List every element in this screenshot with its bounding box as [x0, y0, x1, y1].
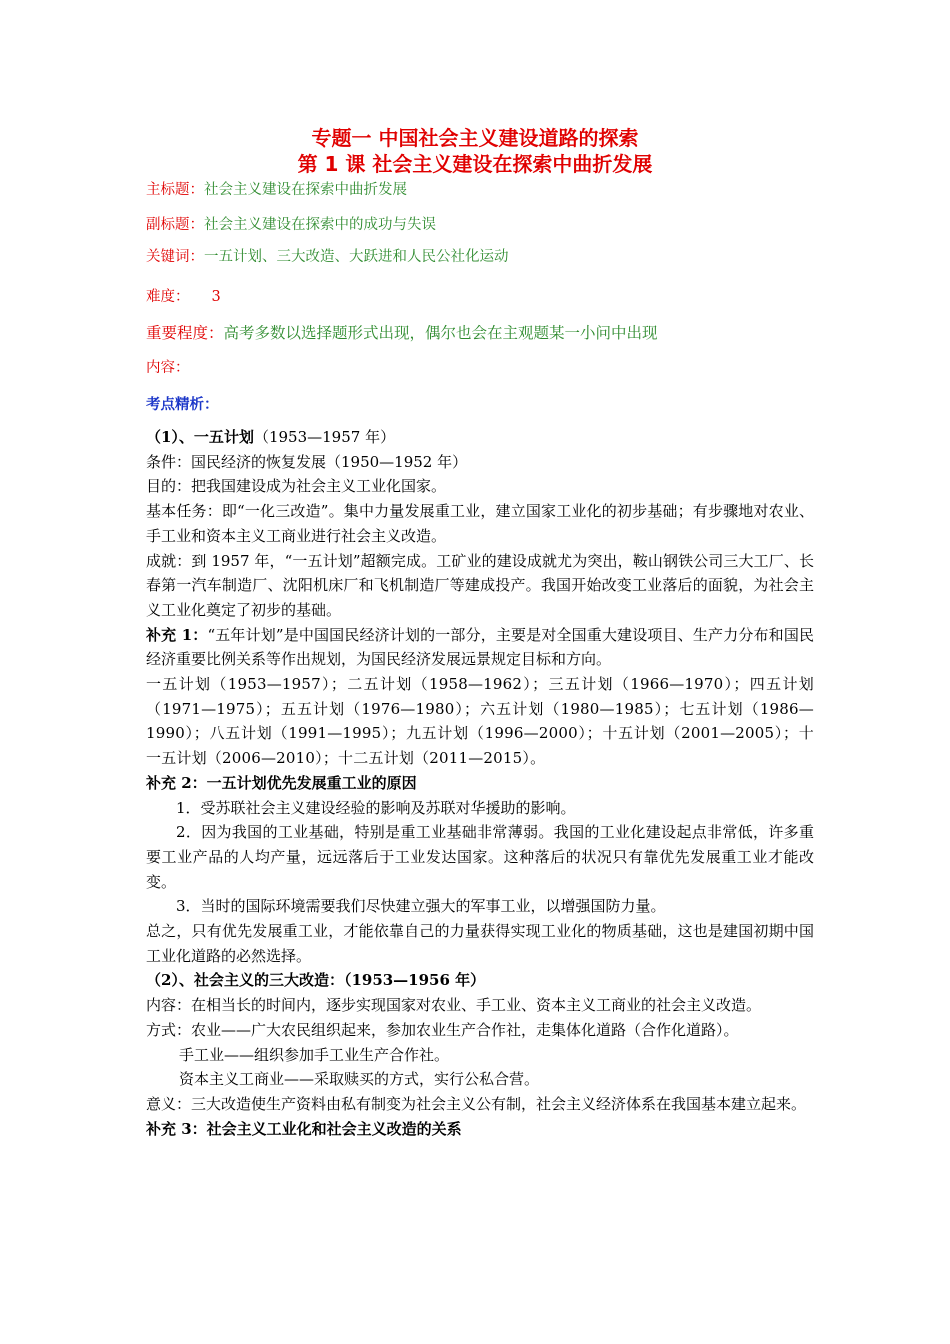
section1-goal: 目的：把我国建设成为社会主义工业化国家。	[146, 477, 447, 496]
section2-method: 方式：农业——广大农民组织起来，参加农业生产合作社，走集体化道路（合作化道路）。	[146, 1020, 739, 1039]
main-title-row	[146, 178, 407, 199]
supplement2-point2: 2．因为我国的工业基础，特别是重工业基础非常薄弱。我国的工业化建设起点非常低，许多重要工业产品的人均产量，远远落后于工业发达国家。这种落后的状况只有靠优先发展重工业才能改变。	[146, 823, 814, 891]
section2-heading: （2）、社会主义的三大改造：（1953—1956 年）	[146, 971, 486, 990]
keywords-row	[146, 245, 509, 266]
section1-heading-bold: （1）、一五计划	[146, 428, 254, 446]
importance-row	[146, 321, 658, 343]
sub-title-key: 副标题：	[146, 217, 204, 233]
content-key: 内容：	[146, 360, 190, 376]
lesson-title: 第 1 课 社会主义建设在探索中曲折发展	[297, 152, 653, 176]
supplement1	[146, 623, 814, 672]
sub-title-row	[146, 213, 436, 234]
keywords-value: 一五计划、三大改造、大跃进和人民公社化运动	[204, 249, 509, 265]
section-heading: 考点精析：	[146, 396, 219, 413]
sub-title-value: 社会主义建设在探索中的成功与失误	[204, 217, 436, 233]
difficulty-key: 难度：	[146, 289, 190, 305]
difficulty-value: 3	[211, 289, 221, 305]
section2-meaning: 意义：三大改造使生产资料由私有制变为社会主义公有制，社会主义经济体系在我国基本建立起来。	[146, 1094, 807, 1113]
content-row	[146, 356, 190, 377]
keywords-key: 关键词：	[146, 249, 204, 265]
section2-content: 内容：在相当长的时间内，逐步实现国家对农业、手工业、资本主义工商业的社会主义改造。	[146, 996, 762, 1015]
section1-achievement: 成就：到 1957 年，“一五计划”超额完成。工矿业的建设成就尤为突出，鞍山钢铁公司三大工厂、长春第一汽车制造厂、沈阳机床厂和飞机制造厂等建成投产。我国开始改变工业落后的面貌，为社会主义工业化奠定了初步的基础。	[146, 551, 814, 619]
importance-key: 重要程度：	[146, 324, 224, 342]
difficulty-row	[146, 285, 221, 306]
section1-heading-years: （1953—1957 年）	[253, 428, 396, 446]
five-year-plans-list: 一五计划（1953—1957）；二五计划（1958—1962）；三五计划（1966—1970）；四五计划（1971—1975）；五五计划（1976—1980）；六五计划（1980—1985）；七五计划（1986—1990）；八五计划（1991—1995）；九五计划（1996—2000）；十五计划（2001—2005）；十一五计划（2006—2010）；十二五计划（2011—2015）。	[146, 675, 814, 768]
main-title-value: 社会主义建设在探索中曲折发展	[204, 182, 407, 198]
topic-title: 专题一 中国社会主义建设道路的探索	[311, 126, 639, 150]
supplement3-heading: 补充 3：社会主义工业化和社会主义改造的关系	[146, 1119, 462, 1138]
body-text	[146, 425, 814, 1141]
supplement1-label: 补充 1：	[146, 625, 208, 644]
section1-condition: 条件：国民经济的恢复发展（1950—1952 年）	[146, 452, 468, 471]
supplement2-heading: 补充 2：一五计划优先发展重工业的原因	[146, 773, 417, 792]
section1-task: 基本任务：即“一化三改造”。集中力量发展重工业，建立国家工业化的初步基础；有步骤地对农业、手工业和资本主义工商业进行社会主义改造。	[146, 502, 814, 545]
section1-heading	[146, 425, 814, 450]
supplement2-point3: 3．当时的国际环境需要我们尽快建立强大的军事工业，以增强国防力量。	[176, 897, 666, 916]
importance-value: 高考多数以选择题形式出现，偶尔也会在主观题某一小问中出现	[223, 324, 658, 342]
main-title-key: 主标题：	[146, 182, 204, 198]
supplement2-point1: 1．受苏联社会主义建设经验的影响及苏联对华援助的影响。	[176, 798, 576, 817]
section2-handicraft: 手工业——组织参加手工业生产合作社。	[179, 1045, 450, 1064]
section2-capital: 资本主义工商业——采取赎买的方式，实行公私合营。	[179, 1070, 540, 1089]
supplement1-text: “五年计划”是中国国民经济计划的一部分，主要是对全国重大建设项目、生产力分布和国民经济重要比例关系等作出规划，为国民经济发展远景规定目标和方向。	[146, 625, 814, 669]
supplement2-summary: 总之，只有优先发展重工业，才能依靠自己的力量获得实现工业化的物质基础，这也是建国初期中国工业化道路的必然选择。	[146, 922, 814, 965]
